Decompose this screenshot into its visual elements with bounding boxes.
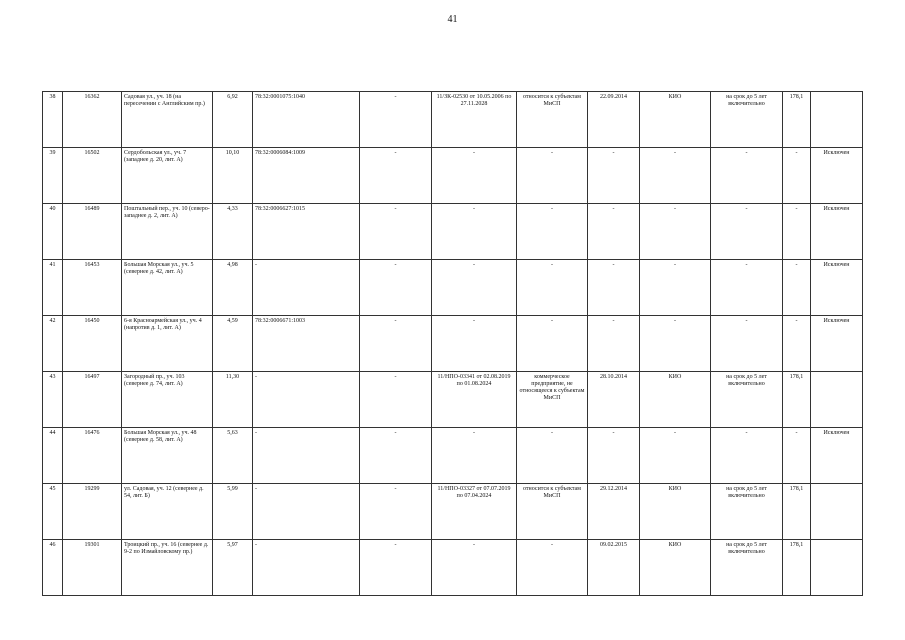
cell-area: 4,98 [213, 260, 253, 316]
cell-authority: КИО [640, 484, 711, 540]
cell-status [811, 484, 863, 540]
cell-date: - [588, 148, 640, 204]
cell-col-5: - [360, 316, 432, 372]
cell-rate: - [783, 428, 811, 484]
page-number: 41 [447, 14, 458, 25]
cell-address: Садовая ул., уч. 18 (на пересечении с Английским пр.) [122, 92, 213, 148]
cell-tenant-category: относится к субъектам МиСП [517, 484, 588, 540]
cell-area: 4,33 [213, 204, 253, 260]
table-row [43, 316, 863, 372]
cell-cadastral-number: - [253, 372, 360, 428]
cell-row-number: 42 [43, 316, 63, 372]
cell-col-5: - [360, 204, 432, 260]
cell-area: 5,99 [213, 484, 253, 540]
cell-col-5: - [360, 92, 432, 148]
cell-date: 09.02.2015 [588, 540, 640, 596]
cell-tenant-category: - [517, 204, 588, 260]
cell-cadastral-number: 78:32:0006084:1009 [253, 148, 360, 204]
cell-term: на срок до 5 лет включительно [711, 92, 783, 148]
table-row [43, 204, 863, 260]
cell-contract: 11/НПО-03341 от 02.08.2019 по 01.08.2024 [432, 372, 517, 428]
cell-status [811, 540, 863, 596]
cell-date: - [588, 204, 640, 260]
cell-rate: 178,1 [783, 372, 811, 428]
cell-date: - [588, 316, 640, 372]
table-row [43, 148, 863, 204]
cell-tenant-category: - [517, 316, 588, 372]
cell-rate: - [783, 260, 811, 316]
cell-object-id: 16497 [63, 372, 122, 428]
cell-authority: - [640, 260, 711, 316]
cell-rate: 178,1 [783, 484, 811, 540]
cell-tenant-category: коммерческое предприятие, не относящееся к субъектам МиСП [517, 372, 588, 428]
registry-table [42, 91, 863, 596]
cell-tenant-category: - [517, 260, 588, 316]
cell-cadastral-number: - [253, 540, 360, 596]
cell-object-id: 16476 [63, 428, 122, 484]
cell-authority: КИО [640, 92, 711, 148]
cell-cadastral-number: 78:32:0006671:1003 [253, 316, 360, 372]
cell-row-number: 41 [43, 260, 63, 316]
cell-row-number: 43 [43, 372, 63, 428]
cell-contract: - [432, 260, 517, 316]
cell-col-5: - [360, 540, 432, 596]
cell-tenant-category: - [517, 148, 588, 204]
cell-date: - [588, 428, 640, 484]
cell-term: на срок до 5 лет включительно [711, 372, 783, 428]
cell-term: на срок до 5 лет включительно [711, 540, 783, 596]
registry-rows [43, 92, 863, 596]
cell-address: Поштальный пер., уч. 10 (северо-западнее д. 2, лит. А) [122, 204, 213, 260]
cell-rate: - [783, 204, 811, 260]
cell-area: 11,30 [213, 372, 253, 428]
cell-contract: 11/ЗК-02530 от 10.05.2006 по 27.11.2028 [432, 92, 517, 148]
cell-contract: - [432, 428, 517, 484]
cell-authority: - [640, 148, 711, 204]
cell-date: 28.10.2014 [588, 372, 640, 428]
cell-authority: - [640, 204, 711, 260]
cell-status: Исключен [811, 148, 863, 204]
table-row [43, 428, 863, 484]
table-row [43, 260, 863, 316]
cell-object-id: 16453 [63, 260, 122, 316]
cell-authority: КИО [640, 540, 711, 596]
cell-area: 4,59 [213, 316, 253, 372]
cell-address: Сердобольская ул., уч. 7 (западнее д. 20, лит. А) [122, 148, 213, 204]
cell-row-number: 46 [43, 540, 63, 596]
cell-tenant-category: - [517, 428, 588, 484]
cell-authority: - [640, 316, 711, 372]
cell-authority: КИО [640, 372, 711, 428]
cell-object-id: 19299 [63, 484, 122, 540]
cell-status [811, 372, 863, 428]
cell-col-5: - [360, 484, 432, 540]
cell-address: Большая Морская ул., уч. 48 (севернее д. 58, лит. А) [122, 428, 213, 484]
cell-object-id: 19301 [63, 540, 122, 596]
cell-status: Исключен [811, 428, 863, 484]
cell-cadastral-number: 78:32:0006627:1015 [253, 204, 360, 260]
cell-area: 5,63 [213, 428, 253, 484]
cell-cadastral-number: - [253, 428, 360, 484]
cell-address: Загородный пр., уч. 103 (севернее д. 74, лит. А) [122, 372, 213, 428]
cell-contract: - [432, 148, 517, 204]
cell-date: 29.12.2014 [588, 484, 640, 540]
cell-authority: - [640, 428, 711, 484]
cell-date: 22.09.2014 [588, 92, 640, 148]
cell-address: 6-я Красноармейская ул., уч. 4 (напротив д. 1, лит. А) [122, 316, 213, 372]
cell-object-id: 16362 [63, 92, 122, 148]
table-row [43, 540, 863, 596]
cell-rate: 178,1 [783, 92, 811, 148]
cell-area: 10,10 [213, 148, 253, 204]
cell-tenant-category: относится к субъектам МиСП [517, 92, 588, 148]
cell-contract: - [432, 540, 517, 596]
cell-col-5: - [360, 260, 432, 316]
cell-row-number: 45 [43, 484, 63, 540]
cell-status: Исключен [811, 204, 863, 260]
cell-term: на срок до 5 лет включительно [711, 484, 783, 540]
cell-tenant-category: - [517, 540, 588, 596]
cell-address: Большая Морская ул., уч. 5 (севернее д. 42, лит. А) [122, 260, 213, 316]
cell-address: Троицкий пр., уч. 16 (севернее д. 9-2 по Измайловскому пр.) [122, 540, 213, 596]
cell-area: 6,92 [213, 92, 253, 148]
cell-row-number: 40 [43, 204, 63, 260]
cell-address: ул. Садовая, уч. 12 (севернее д. 54, лит. Б) [122, 484, 213, 540]
cell-rate: - [783, 316, 811, 372]
cell-cadastral-number: 78:32:0001075:1040 [253, 92, 360, 148]
cell-object-id: 16502 [63, 148, 122, 204]
cell-contract: - [432, 204, 517, 260]
cell-col-5: - [360, 428, 432, 484]
cell-object-id: 16450 [63, 316, 122, 372]
cell-row-number: 44 [43, 428, 63, 484]
cell-object-id: 16489 [63, 204, 122, 260]
cell-term: - [711, 428, 783, 484]
cell-area: 5,97 [213, 540, 253, 596]
cell-term: - [711, 148, 783, 204]
table-row [43, 484, 863, 540]
cell-date: - [588, 260, 640, 316]
cell-col-5: - [360, 372, 432, 428]
cell-cadastral-number: - [253, 260, 360, 316]
table-row [43, 372, 863, 428]
cell-col-5: - [360, 148, 432, 204]
cell-term: - [711, 204, 783, 260]
cell-status [811, 92, 863, 148]
cell-rate: 178,1 [783, 540, 811, 596]
cell-rate: - [783, 148, 811, 204]
cell-term: - [711, 316, 783, 372]
cell-status: Исключен [811, 260, 863, 316]
cell-status: Исключен [811, 316, 863, 372]
table-row [43, 92, 863, 148]
cell-term: - [711, 260, 783, 316]
cell-contract: 11/НПО-03327 от 07.07.2019 по 07.04.2024 [432, 484, 517, 540]
cell-row-number: 38 [43, 92, 63, 148]
cell-cadastral-number: - [253, 484, 360, 540]
cell-contract: - [432, 316, 517, 372]
cell-row-number: 39 [43, 148, 63, 204]
